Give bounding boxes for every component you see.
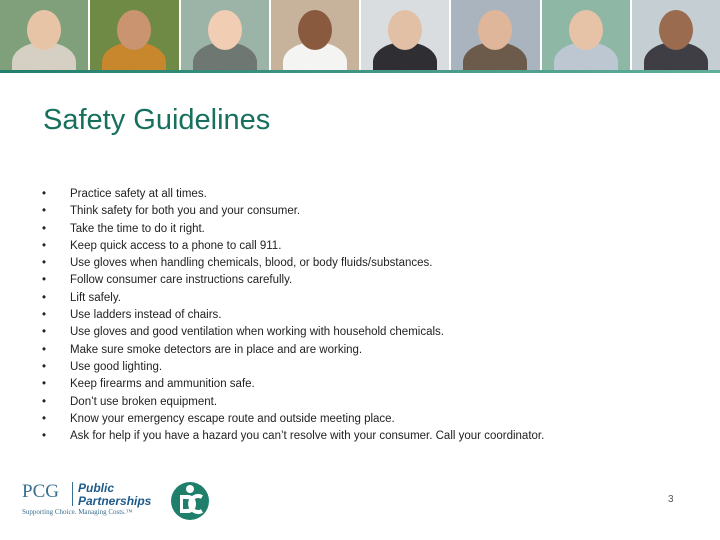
- list-item: [40, 272, 544, 289]
- list-item-text: Use ladders instead of chairs.: [70, 309, 222, 322]
- list-item: [40, 238, 544, 255]
- photo-man-glasses: [451, 0, 539, 70]
- bullet-icon: •: [42, 412, 47, 425]
- bullet-icon: •: [42, 291, 47, 304]
- list-item-text: Practice safety at all times.: [70, 188, 207, 200]
- bullet-icon: •: [42, 395, 47, 408]
- photo-woman-dark-hair: [361, 0, 449, 70]
- list-item-text: Use good lighting.: [70, 360, 163, 373]
- page-number: 3: [668, 494, 674, 505]
- list-item: [40, 324, 544, 341]
- person-head: [298, 10, 332, 50]
- photo-banner: [0, 0, 720, 70]
- logo-tagline: Supporting Choice. Managing Costs.™: [22, 508, 133, 516]
- logo-pcg-text: PCG: [22, 481, 59, 502]
- bullet-icon: •: [42, 274, 47, 287]
- list-item: [40, 203, 544, 220]
- photo-woman-white-coat: [271, 0, 359, 70]
- logo-public-text: Public: [78, 481, 115, 495]
- list-item: [40, 376, 544, 393]
- bullet-icon: •: [42, 239, 47, 252]
- list-item-text: Follow consumer care instructions carefully.: [70, 274, 293, 287]
- list-item: [40, 307, 544, 324]
- list-item: [40, 221, 544, 238]
- photo-woman-smiling: [181, 0, 269, 70]
- bullet-icon: •: [42, 205, 47, 218]
- list-item: [40, 428, 544, 445]
- list-item: [40, 290, 544, 307]
- bullet-icon: •: [42, 360, 47, 373]
- bullet-icon: •: [42, 430, 47, 443]
- dc-logo-icon: [170, 481, 210, 521]
- list-item-text: Make sure smoke detectors are in place and are working.: [70, 343, 363, 356]
- safety-guidelines-list: [40, 186, 544, 445]
- bullet-icon: •: [42, 257, 47, 270]
- list-item: [40, 255, 544, 272]
- photo-family-group: [542, 0, 630, 70]
- person-head: [27, 10, 61, 50]
- photo-girl-smiling: [90, 0, 178, 70]
- bullet-icon: •: [42, 343, 47, 356]
- logo-separator: [72, 482, 73, 506]
- photo-boy-outdoors: [0, 0, 88, 70]
- person-head: [208, 10, 242, 50]
- person-head: [388, 10, 422, 50]
- list-item: [40, 342, 544, 359]
- list-item: [40, 394, 544, 411]
- list-item-text: Use gloves when handling chemicals, blood, or body fluids/substances.: [70, 257, 433, 270]
- slide-title: Safety Guidelines: [43, 104, 271, 136]
- list-item-text: Don’t use broken equipment.: [70, 395, 218, 408]
- list-item: [40, 411, 544, 428]
- list-item-text: Keep firearms and ammunition safe.: [70, 378, 255, 391]
- bullet-icon: •: [42, 188, 47, 200]
- banner-divider: [0, 70, 720, 73]
- photo-woman-at-computer: [632, 0, 720, 70]
- list-item-text: Ask for help if you have a hazard you can’t resolve with your consumer. Call your coordinator.: [70, 430, 545, 443]
- list-item-text: Know your emergency escape route and outside meeting place.: [70, 412, 395, 425]
- logo-partnerships-text: Partnerships: [78, 494, 152, 508]
- list-item: [40, 359, 544, 376]
- bullet-icon: •: [42, 326, 47, 339]
- person-head: [569, 10, 603, 50]
- list-item-text: Use gloves and good ventilation when working with household chemicals.: [70, 326, 444, 339]
- list-item-text: Keep quick access to a phone to call 911.: [70, 239, 282, 252]
- person-head: [659, 10, 693, 50]
- bullet-icon: •: [42, 222, 47, 235]
- list-item-text: Think safety for both you and your consumer.: [70, 205, 301, 218]
- list-item: [40, 186, 544, 203]
- list-item-text: Lift safely.: [70, 291, 121, 304]
- public-partnerships-logo: [22, 480, 162, 520]
- list-item-text: Take the time to do it right.: [70, 222, 205, 235]
- bullet-icon: •: [42, 378, 47, 391]
- bullet-icon: •: [42, 309, 47, 322]
